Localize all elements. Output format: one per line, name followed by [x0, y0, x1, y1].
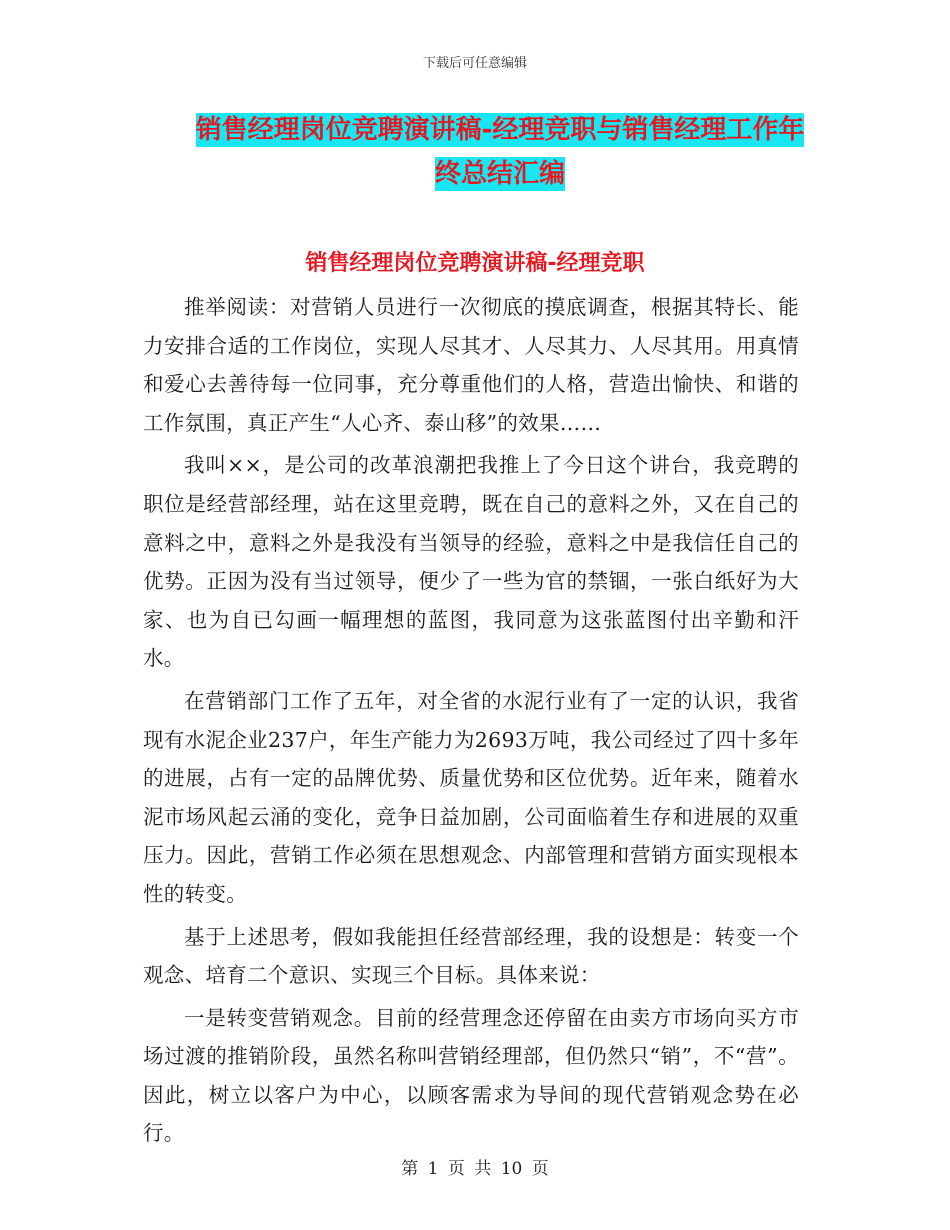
paragraph: 推举阅读：对营销人员进行一次彻底的摸底调查，根据其特长、能力安排合适的工作岗位，实现人尽其才、人尽其力、人尽其用。用真情和爱心去善待每一位同事，充分尊重他们的人格，营造出愉快、和谐的工作氛围，真正产生“人心齐、泰山移”的效果…… [143, 295, 799, 435]
section-title: 销售经理岗位竞聘演讲稿-经理竞职 [305, 251, 645, 276]
page-number: 第 1 页 共 10 页 [401, 1159, 549, 1179]
document-title-line-2: 终总结汇编 [434, 159, 565, 189]
paragraph: 一是转变营销观念。目前的经营理念还停留在由卖方市场向买方市场过渡的推销阶段，虽然名称叫营销经理部，但仍然只“销”，不“营”。因此，树立以客户为中心，以顾客需求为导间的现代营销观念势在必行。 [143, 1005, 799, 1146]
document-body [143, 288, 799, 1157]
document-title-line-1: 销售经理岗位竞聘演讲稿-经理竞职与销售经理工作年 [195, 115, 805, 145]
paragraph: 我叫××，是公司的改革浪潮把我推上了今日这个讲台，我竞聘的职位是经营部经理，站在这里竞聘，既在自己的意料之外，又在自己的意料之中，意料之外是我没有当领导的经验，意料之中是我信任自己的优势。正因为没有当过领导，便少了一些为官的禁锢，一张白纸好为大家、也为自已勾画一幅理想的蓝图，我同意为这张蓝图付出辛勤和汗水。 [143, 453, 799, 671]
document-title [150, 108, 850, 196]
page-header-note: 下载后可任意编辑 [422, 56, 527, 71]
paragraph: 基于上述思考，假如我能担任经营部经理，我的设想是：转变一个观念、培育二个意识、实现三个目标。具体来说： [143, 924, 799, 988]
paragraph: 在营销部门工作了五年，对全省的水泥行业有了一定的认识，我省现有水泥企业237户，年生产能力为2693万吨，我公司经过了四十多年的进展，占有一定的品牌优势、质量优势和区位优势。近年来，随着水泥市场风起云涌的变化，竞争日益加剧，公司面临着生存和进展的双重压力。因此，营销工作必须在思想观念、内部管理和营销方面实现根本性的转变。 [143, 688, 799, 906]
